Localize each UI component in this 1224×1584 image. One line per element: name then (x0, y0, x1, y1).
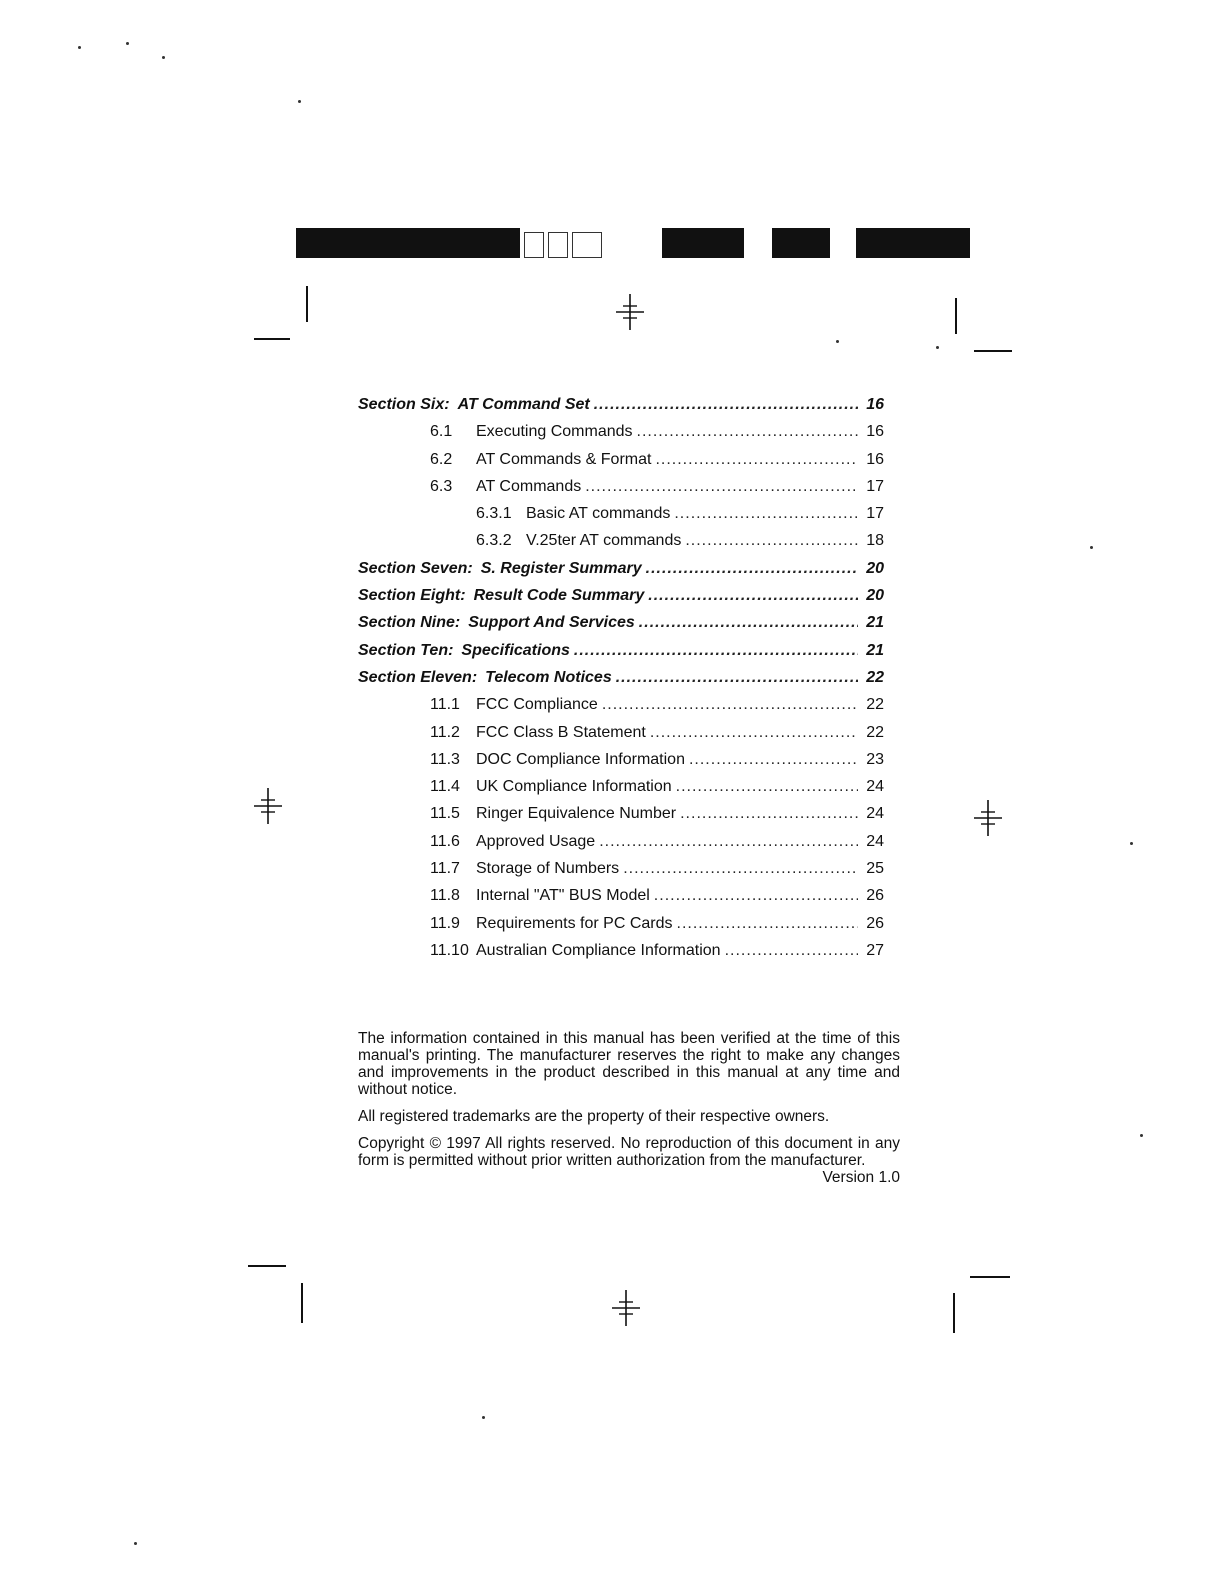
toc-entry (358, 751, 884, 778)
toc-title: Basic AT commands (526, 505, 671, 523)
toc-page-number: 16 (866, 396, 884, 413)
toc-page-number: 17 (866, 505, 884, 523)
toc-entry (358, 505, 884, 532)
color-bar-block (772, 228, 830, 258)
toc-page-number: 23 (866, 750, 884, 768)
scan-speck (126, 42, 129, 45)
copyright-notice (358, 1135, 900, 1169)
toc-leader-dots (602, 696, 858, 714)
registration-mark-icon (968, 798, 1008, 838)
toc-page-number: 22 (866, 696, 884, 714)
toc-section-label: Section Eleven: (358, 668, 478, 686)
registration-mark-icon (610, 292, 650, 332)
toc-leader-dots (637, 423, 858, 441)
scan-speck (936, 346, 939, 349)
toc-entry (358, 560, 884, 587)
toc-number: 11.10 (430, 941, 469, 959)
toc-number: 11.8 (430, 887, 460, 905)
toc-page-number: 21 (866, 614, 884, 632)
scan-speck (162, 56, 165, 59)
toc-title: AT Commands & Format (476, 450, 652, 468)
toc-entry (358, 451, 884, 478)
crop-mark-icon (974, 350, 1012, 352)
toc-entry (358, 778, 884, 805)
toc-title: Telecom Notices (485, 668, 612, 686)
toc-page-number: 16 (866, 423, 884, 441)
toc-number: 6.3.1 (476, 505, 512, 523)
toc-title: FCC Class B Statement (476, 723, 646, 741)
legal-notice (358, 1030, 900, 1186)
toc-number: 11.7 (430, 860, 460, 878)
toc-leader-dots (574, 642, 858, 660)
toc-page-number: 24 (866, 778, 884, 796)
toc-entry (358, 860, 884, 887)
scan-speck (1130, 842, 1133, 845)
toc-entry (358, 942, 884, 969)
toc-leader-dots (689, 751, 858, 769)
table-of-contents (358, 396, 884, 969)
toc-number: 11.4 (430, 778, 460, 796)
toc-number: 6.3 (430, 477, 453, 495)
toc-page-number: 21 (866, 641, 884, 659)
toc-title: Approved Usage (476, 832, 596, 850)
toc-section-label: Section Seven: (358, 559, 473, 577)
toc-leader-dots (674, 505, 858, 523)
color-bar-block (662, 228, 744, 258)
color-bar-block (548, 232, 568, 258)
toc-title: Specifications (461, 641, 570, 659)
toc-number: 11.1 (430, 696, 460, 714)
toc-leader-dots (676, 778, 858, 796)
toc-page-number: 18 (866, 532, 884, 550)
toc-section-label: Section Nine: (358, 614, 461, 632)
toc-page-number: 22 (866, 723, 884, 741)
toc-title: Result Code Summary (473, 587, 645, 605)
toc-leader-dots (654, 887, 858, 905)
scan-speck (78, 46, 81, 49)
verification-notice: The information contained in this manual has been verified at the time of this manual's printing. The manufacturer reserves the right to make any changes and improvements in the product described in this manual at any time and without notice. (358, 1030, 900, 1098)
trademark-notice: All registered trademarks are the property of their respective owners. (358, 1108, 830, 1125)
toc-entry (358, 642, 884, 669)
toc-page-number: 17 (866, 477, 884, 495)
color-bar-block (856, 228, 970, 258)
toc-entry (358, 587, 884, 614)
toc-page-number: 26 (866, 887, 884, 905)
toc-title: DOC Compliance Information (476, 750, 685, 768)
toc-title: Australian Compliance Information (476, 941, 721, 959)
registration-mark-icon (248, 786, 288, 826)
crop-mark-icon (955, 298, 957, 334)
toc-entry (358, 396, 884, 423)
toc-leader-dots (655, 451, 858, 469)
toc-entry (358, 532, 884, 559)
toc-number: 6.1 (430, 423, 453, 441)
toc-number: 11.5 (430, 805, 460, 823)
scan-speck (1090, 546, 1093, 549)
toc-number: 11.6 (430, 832, 460, 850)
color-bar-block (524, 232, 544, 258)
toc-section-label: Section Ten: (358, 641, 454, 659)
toc-leader-dots (648, 587, 858, 605)
registration-mark-icon (606, 1288, 646, 1328)
toc-section-label: Section Eight: (358, 587, 466, 605)
toc-leader-dots (677, 915, 858, 933)
toc-entry (358, 915, 884, 942)
toc-entry (358, 614, 884, 641)
scan-speck (836, 340, 839, 343)
toc-entry (358, 805, 884, 832)
version-label: Version 1.0 (822, 1169, 900, 1186)
toc-leader-dots (594, 396, 858, 414)
scan-speck (1140, 1134, 1143, 1137)
version-line (358, 1169, 900, 1186)
scan-speck (298, 100, 301, 103)
toc-title: S. Register Summary (480, 559, 642, 577)
toc-title: AT Command Set (457, 396, 590, 413)
toc-entry (358, 833, 884, 860)
toc-title: V.25ter AT commands (526, 532, 682, 550)
toc-leader-dots (623, 860, 858, 878)
toc-page-number: 20 (866, 587, 884, 605)
toc-leader-dots (639, 614, 858, 632)
crop-mark-icon (301, 1283, 303, 1323)
toc-entry (358, 423, 884, 450)
toc-number: 11.2 (430, 723, 460, 741)
toc-number: 11.9 (430, 914, 460, 932)
crop-mark-icon (306, 286, 308, 322)
toc-title: Support And Services (468, 614, 635, 632)
toc-page-number: 24 (866, 832, 884, 850)
scan-speck (134, 1542, 137, 1545)
toc-leader-dots (599, 833, 858, 851)
toc-leader-dots (725, 942, 858, 960)
toc-title: Requirements for PC Cards (476, 914, 673, 932)
toc-entry (358, 696, 884, 723)
toc-page-number: 16 (866, 450, 884, 468)
toc-leader-dots (646, 560, 858, 578)
toc-leader-dots (685, 532, 858, 550)
toc-page-number: 20 (866, 559, 884, 577)
toc-leader-dots (585, 478, 858, 496)
toc-leader-dots (650, 724, 858, 742)
toc-section-label: Section Six: (358, 396, 450, 413)
crop-mark-icon (248, 1265, 286, 1267)
crop-mark-icon (970, 1276, 1010, 1278)
toc-title: Executing Commands (476, 423, 633, 441)
toc-number: 6.3.2 (476, 532, 512, 550)
toc-title: UK Compliance Information (476, 778, 672, 796)
toc-title: Internal "AT" BUS Model (476, 887, 650, 905)
copyright-text: Copyright © 1997 All rights reserved. No reproduction of this document in any form is permitted without prior written authorization from the manufacturer. (358, 1135, 900, 1169)
toc-page-number: 27 (866, 941, 884, 959)
toc-title: Storage of Numbers (476, 860, 620, 878)
color-bar-block (572, 232, 602, 258)
toc-title: Ringer Equivalence Number (476, 805, 677, 823)
toc-entry (358, 669, 884, 696)
toc-entry (358, 478, 884, 505)
color-bar-block (296, 228, 520, 258)
crop-mark-icon (953, 1293, 955, 1333)
toc-page-number: 25 (866, 860, 884, 878)
toc-page-number: 26 (866, 914, 884, 932)
toc-leader-dots (616, 669, 858, 687)
toc-leader-dots (680, 805, 858, 823)
toc-number: 11.3 (430, 750, 460, 768)
toc-entry (358, 724, 884, 751)
toc-page-number: 24 (866, 805, 884, 823)
crop-mark-icon (254, 338, 290, 340)
scan-speck (482, 1416, 485, 1419)
toc-title: FCC Compliance (476, 696, 598, 714)
toc-number: 6.2 (430, 450, 453, 468)
toc-entry (358, 887, 884, 914)
toc-title: AT Commands (476, 477, 582, 495)
toc-page-number: 22 (866, 668, 884, 686)
